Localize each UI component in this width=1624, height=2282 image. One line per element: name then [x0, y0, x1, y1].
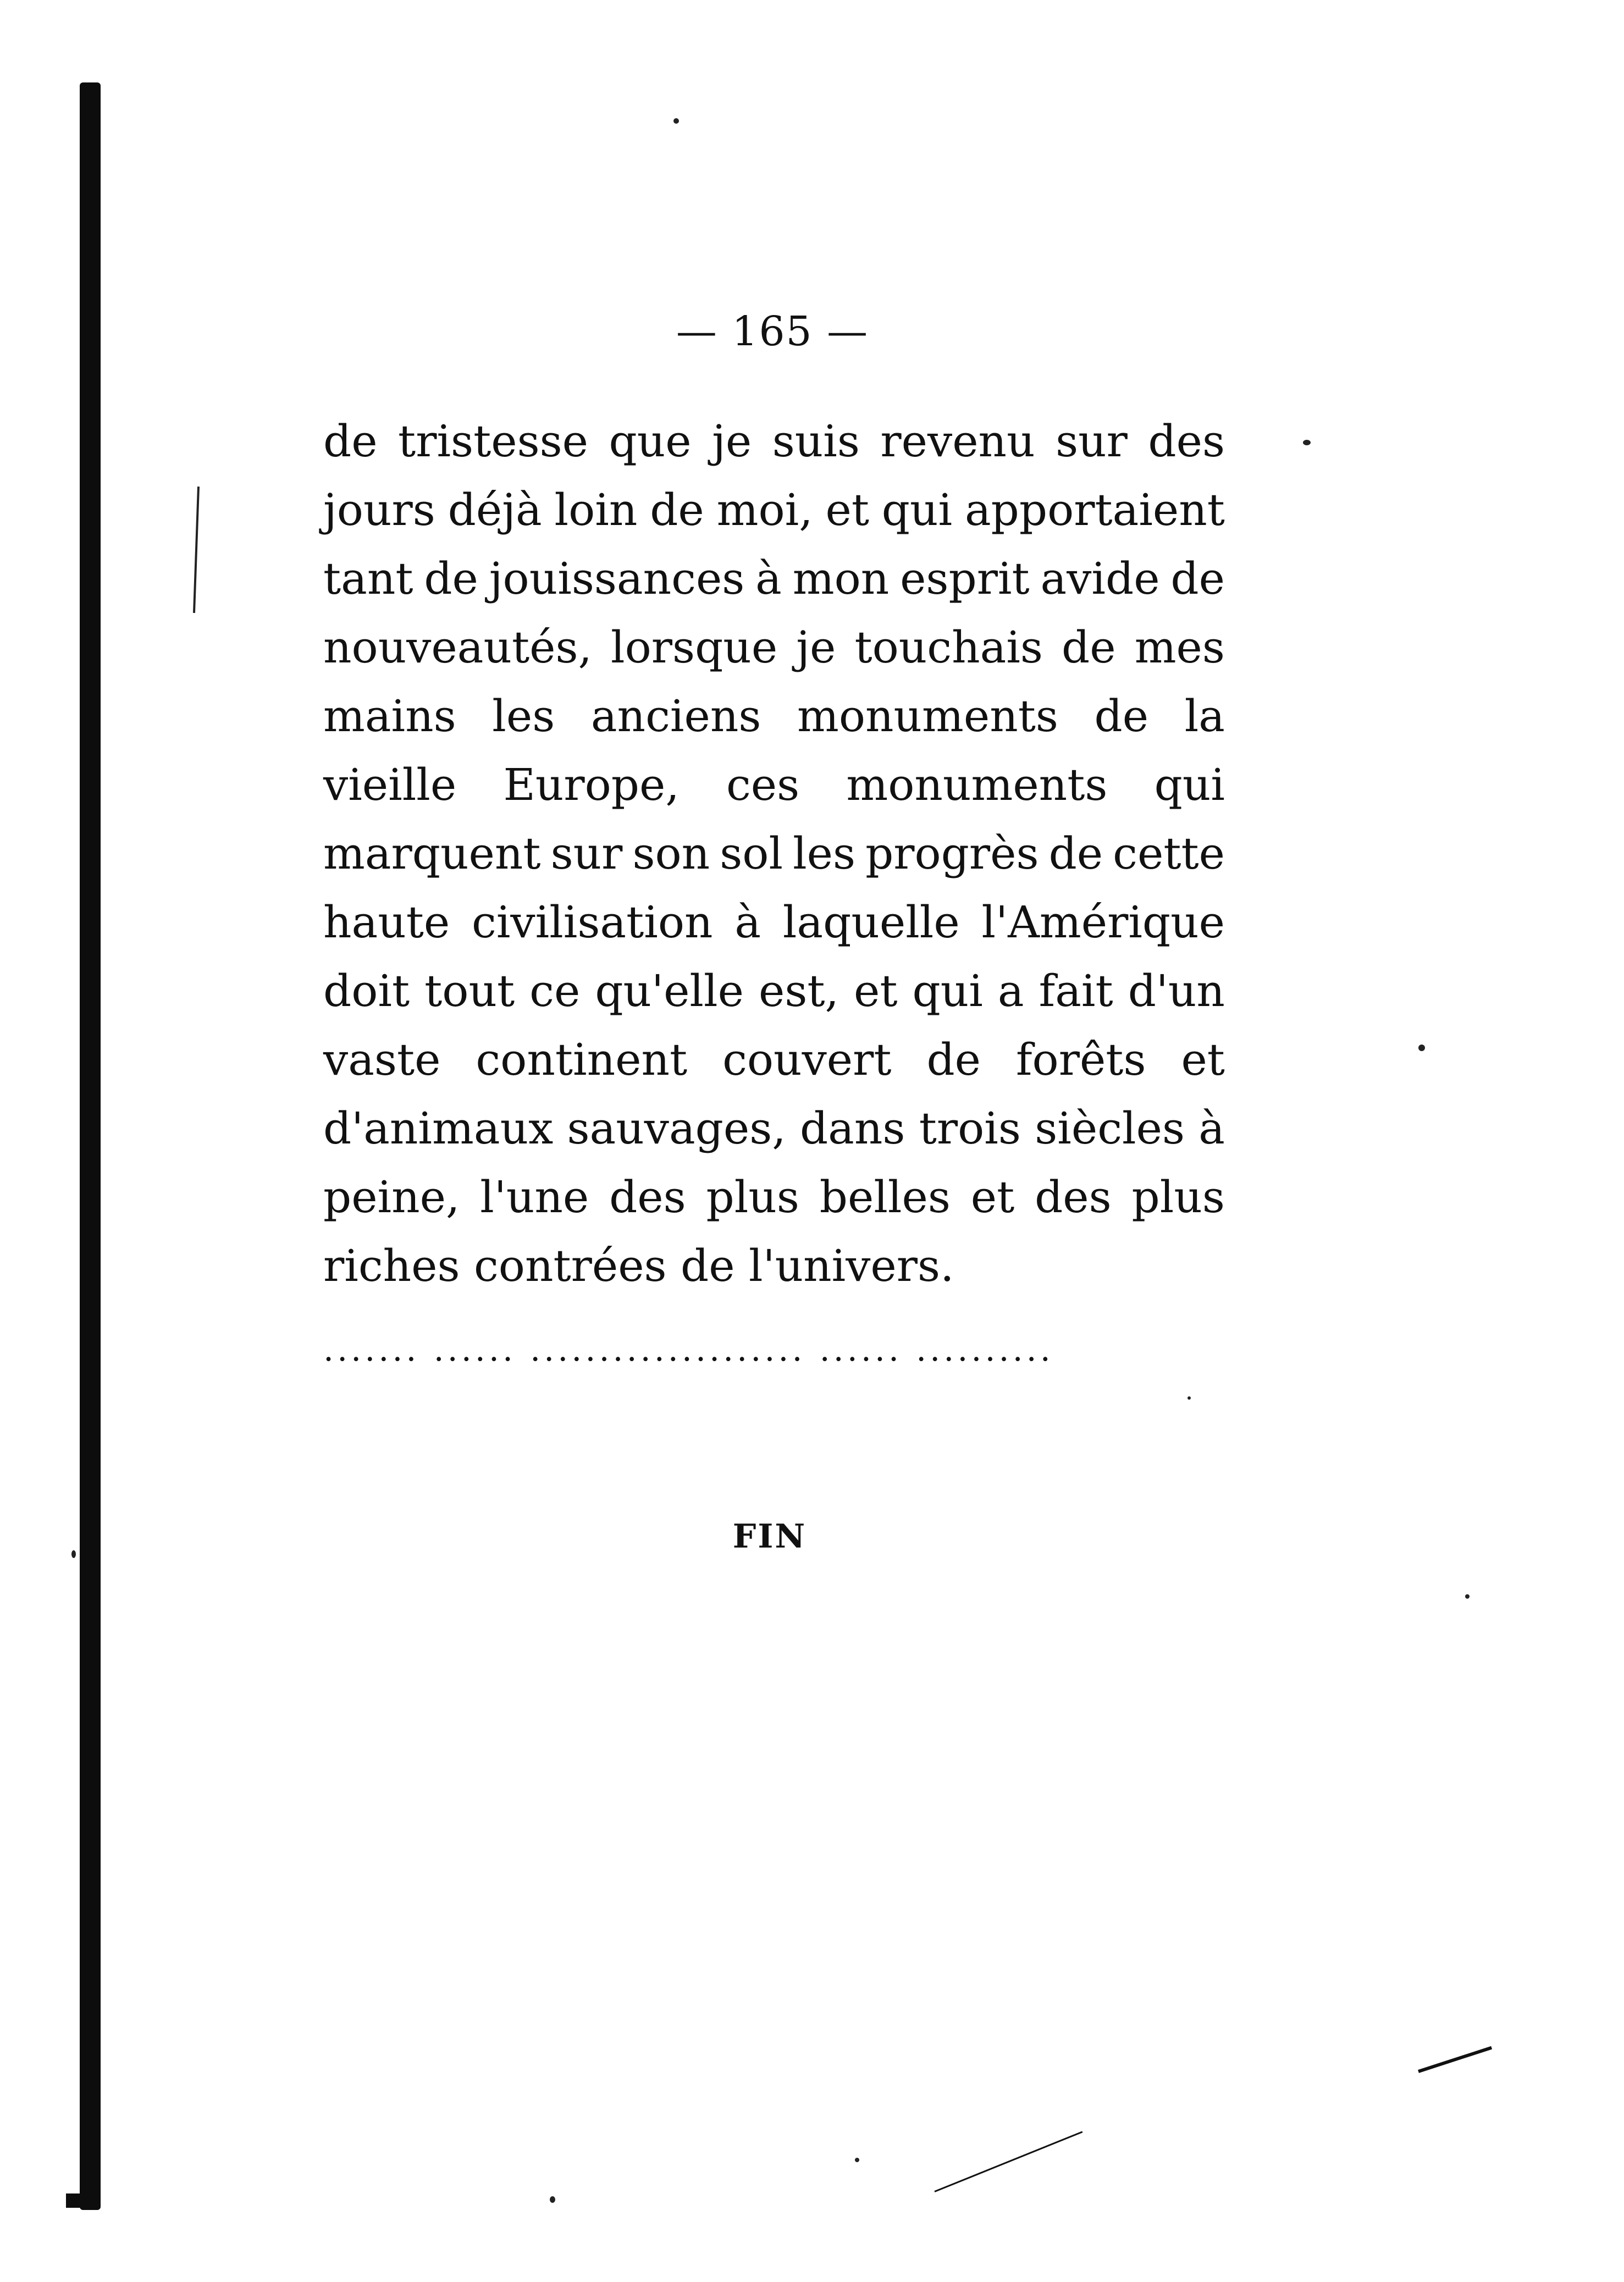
- word: progrès: [865, 828, 1039, 879]
- text-line: [323, 888, 1225, 957]
- word: des: [1148, 416, 1225, 467]
- word: son: [632, 828, 710, 879]
- scan-speck: [71, 1550, 76, 1558]
- word: trois: [919, 1103, 1021, 1154]
- word: monuments: [846, 759, 1108, 810]
- word: l'une: [480, 1172, 589, 1223]
- word: haute: [323, 897, 450, 948]
- text-line: [323, 957, 1225, 1025]
- word: est,: [758, 965, 839, 1016]
- word: à: [755, 553, 782, 604]
- word: et: [825, 484, 869, 535]
- word: couvert: [722, 1034, 892, 1085]
- text-line: [323, 1094, 1225, 1163]
- text-line: [323, 1025, 1225, 1094]
- word: d'animaux: [323, 1103, 554, 1154]
- word: laquelle: [782, 897, 960, 948]
- word: dans: [799, 1103, 905, 1154]
- word: doit: [323, 965, 410, 1016]
- word: et: [1181, 1034, 1225, 1085]
- word: loin: [554, 484, 638, 535]
- word: Europe,: [503, 759, 680, 810]
- word: tant: [323, 553, 413, 604]
- text-line: riches contrées de l'univers.: [323, 1240, 954, 1291]
- word: plus: [706, 1172, 799, 1223]
- word: suis: [772, 416, 860, 467]
- body-text: [323, 407, 1225, 1300]
- word: moi,: [716, 484, 813, 535]
- scan-speck: [1465, 1594, 1470, 1599]
- scan-speck: [550, 2196, 555, 2203]
- word: et: [853, 965, 898, 1016]
- word: apportaient: [964, 484, 1225, 535]
- text-line: [323, 750, 1225, 819]
- word: les: [793, 828, 856, 879]
- word: qu'elle: [595, 965, 744, 1016]
- word: mon: [792, 553, 890, 604]
- word: forêts: [1015, 1034, 1146, 1085]
- word: cette: [1113, 828, 1225, 879]
- scan-speck: [1418, 1045, 1425, 1051]
- word: je: [712, 416, 752, 467]
- scan-speck: [673, 118, 679, 124]
- dotted-separator: ....... ...... .................... ...... ..........: [323, 1330, 1054, 1369]
- word: continent: [476, 1034, 688, 1085]
- word: à: [1198, 1103, 1225, 1154]
- word: que: [609, 416, 692, 467]
- word: de: [650, 484, 704, 535]
- word: déjà: [448, 484, 542, 535]
- word: sauvages,: [567, 1103, 786, 1154]
- word: a: [997, 965, 1024, 1016]
- word: peine,: [323, 1172, 460, 1223]
- word: sol: [720, 828, 783, 879]
- word: de: [323, 416, 378, 467]
- word: à: [734, 897, 761, 948]
- word: de: [1062, 622, 1116, 673]
- word: je: [796, 622, 836, 673]
- text-line: [323, 407, 1225, 476]
- word: fait: [1039, 965, 1113, 1016]
- word: tout: [424, 965, 515, 1016]
- word: mes: [1134, 622, 1225, 673]
- word: jours: [323, 484, 435, 535]
- scan-speck: [1303, 440, 1311, 445]
- binding-edge: [80, 82, 101, 2210]
- word: monuments: [797, 690, 1058, 742]
- word: de: [424, 553, 478, 604]
- word: revenu: [880, 416, 1035, 467]
- word: nouveautés,: [323, 622, 592, 673]
- word: qui: [881, 484, 953, 535]
- word: ces: [726, 759, 800, 810]
- word: sur: [1056, 416, 1128, 467]
- word: mains: [323, 690, 456, 742]
- word: de: [1094, 690, 1149, 742]
- word: d'un: [1128, 965, 1225, 1016]
- text-line: [323, 1163, 1225, 1231]
- word: esprit: [900, 553, 1030, 604]
- word: qui: [1154, 759, 1225, 810]
- word: l'Amérique: [981, 897, 1225, 948]
- text-line: [323, 544, 1225, 613]
- word: siècles: [1035, 1103, 1185, 1154]
- page-number: — 165 —: [676, 308, 869, 355]
- word: jouissances: [489, 553, 745, 604]
- word: plus: [1131, 1172, 1225, 1223]
- word: la: [1184, 690, 1225, 742]
- word: de: [926, 1034, 981, 1085]
- text-line: [323, 819, 1225, 888]
- word: tristesse: [398, 416, 589, 467]
- pen-stroke: [1418, 2046, 1492, 2073]
- word: ce: [529, 965, 581, 1016]
- word: vieille: [323, 759, 457, 810]
- text-line: [323, 682, 1225, 750]
- end-label: FIN: [732, 1517, 807, 1556]
- text-line: [323, 613, 1225, 682]
- word: lorsque: [611, 622, 778, 673]
- text-line: [323, 476, 1225, 544]
- word: civilisation: [472, 897, 713, 948]
- word: anciens: [590, 690, 761, 742]
- word: sur: [550, 828, 623, 879]
- word: belles: [819, 1172, 951, 1223]
- word: les: [492, 690, 555, 742]
- word: de: [1048, 828, 1103, 879]
- word: qui: [912, 965, 983, 1016]
- word: des: [1035, 1172, 1112, 1223]
- scan-speck: [1187, 1396, 1191, 1400]
- scan-speck: [855, 2158, 859, 2162]
- binding-edge-foot: [66, 2193, 99, 2208]
- word: vaste: [323, 1034, 441, 1085]
- margin-mark: [193, 487, 200, 613]
- word: avide: [1040, 553, 1160, 604]
- word: et: [970, 1172, 1015, 1223]
- word: des: [609, 1172, 686, 1223]
- word: marquent: [323, 828, 541, 879]
- pen-stroke: [934, 2131, 1082, 2192]
- word: touchais: [854, 622, 1043, 673]
- word: de: [1170, 553, 1225, 604]
